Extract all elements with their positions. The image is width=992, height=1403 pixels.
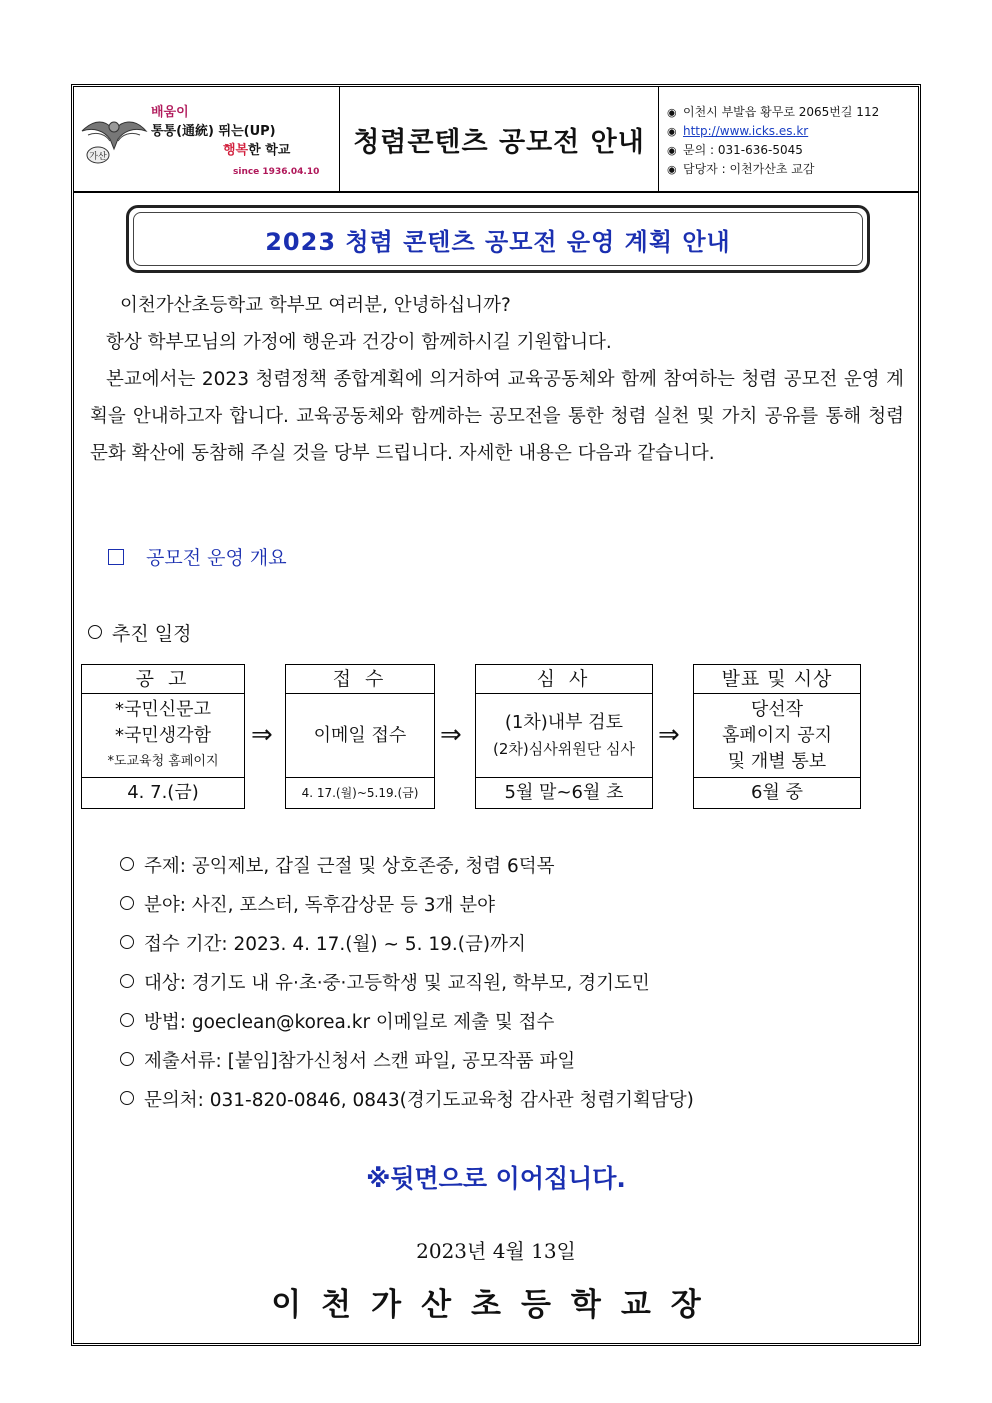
step-head: 심 사 [476, 665, 652, 694]
detail-text: 제출서류: [붙임]참가신청서 스캔 파일, 공모작품 파일 [144, 1051, 576, 1072]
banner-title: 2023 청렴 콘텐츠 공모전 운영 계획 안내 [265, 227, 731, 256]
circle-bullet-icon [120, 896, 134, 910]
school-emblem-icon [80, 109, 148, 165]
document-frame [71, 84, 921, 1346]
step-date: 6월 중 [751, 782, 803, 803]
info-contact-person [667, 160, 879, 179]
detail-item [120, 964, 694, 1003]
document-title: 청렴콘텐츠 공모전 안내 [353, 126, 645, 158]
step-date: 4. 17.(월)~5.19.(금) [301, 786, 419, 800]
step-head: 접 수 [286, 665, 434, 694]
detail-item [120, 1042, 694, 1081]
bullet-icon: ◉ [667, 163, 677, 176]
wish-paragraph: 항상 학부모님의 가정에 행운과 건강이 함께하시길 기원합니다. [106, 332, 612, 353]
letterhead [74, 87, 918, 193]
title-banner-inner [133, 212, 863, 266]
step-body [694, 694, 860, 778]
step-line: *국민신문고 [115, 698, 211, 720]
info-website [667, 122, 879, 141]
document-date: 2023년 4월 13일 [416, 1239, 576, 1263]
slogan-line-1: 배움이 [151, 105, 189, 120]
circle-bullet-icon [120, 1052, 134, 1066]
step-body [82, 694, 244, 778]
detail-item [120, 925, 694, 964]
flow-step-review [475, 664, 653, 809]
flow-step-receive [285, 664, 435, 809]
step-head: 공 고 [82, 665, 244, 694]
circle-bullet-icon [88, 625, 102, 639]
contact-person-text: 담당자 : 이천가산초 교감 [683, 162, 815, 176]
website-link[interactable]: http://www.icks.es.kr [683, 124, 809, 138]
detail-item [120, 1003, 694, 1042]
flow-step-announce [81, 664, 245, 809]
info-address [667, 103, 879, 122]
phone-text: 문의 : 031-636-5045 [683, 143, 803, 157]
slogan-since: since 1936.04.10 [233, 167, 320, 177]
contact-info-cell [659, 87, 918, 191]
circle-bullet-icon [120, 1091, 134, 1105]
step-head: 발표 및 시상 [694, 665, 860, 694]
bullet-icon: ◉ [667, 125, 677, 138]
detail-text: 대상: 경기도 내 유·초·중·고등학생 및 교직원, 학부모, 경기도민 [144, 973, 650, 994]
step-line: (2차)심사위원단 심사 [493, 739, 635, 758]
slogan-happy: 행복 [223, 143, 249, 158]
principal-signature: 이천가산초등학교장 [271, 1287, 721, 1323]
detail-item [120, 847, 694, 886]
detail-text: 접수 기간: 2023. 4. 17.(월) ~ 5. 19.(금)까지 [144, 934, 526, 955]
detail-text: 방법: goeclean@korea.kr 이메일로 제출 및 접수 [144, 1012, 555, 1033]
school-logo-area [74, 87, 340, 191]
bullet-icon: ◉ [667, 144, 677, 157]
step-date: 5월 말~6월 초 [504, 782, 624, 803]
step-date: 4. 7.(금) [127, 782, 199, 803]
svg-text:가산: 가산 [89, 152, 107, 162]
checkbox-square-icon [108, 549, 124, 565]
arrow-right-icon: ⇒ [440, 720, 462, 750]
schedule-heading [88, 619, 191, 646]
address-text: 이천시 부발읍 황무로 2065번길 112 [683, 105, 880, 119]
greeting-paragraph: 이천가산초등학교 학부모 여러분, 안녕하십니까? [120, 295, 511, 316]
continue-note: ※뒷면으로 이어집니다. [366, 1164, 626, 1193]
document-title-cell [340, 87, 659, 191]
details-list [120, 847, 694, 1120]
intro-paragraph: 본교에서는 2023 청렴정책 종합계획에 의거하여 교육공동체와 함께 참여하는 청렴 공모전 운영 계획을 안내하고자 합니다. 교육공동체와 함께하는 공모전을 통한 청렴 실천 및 가치 공유를 통해 청렴문화 확산에 동참해 주실 것을 당부 드립니다. 자세한 내용은 다음과 같습니다. [90, 369, 904, 464]
detail-item [120, 1081, 694, 1120]
detail-text: 분야: 사진, 포스터, 독후감상문 등 3개 분야 [144, 895, 495, 916]
slogan-school: 한 학교 [248, 143, 291, 158]
detail-text: 문의처: 031-820-0846, 0843(경기도교육청 감사관 청렴기획담당) [144, 1090, 694, 1111]
flow-step-announce-results [693, 664, 861, 809]
arrow-right-icon: ⇒ [251, 720, 273, 750]
step-body [476, 694, 652, 778]
contact-info-list [667, 103, 879, 179]
arrow-right-icon: ⇒ [658, 720, 680, 750]
detail-item [120, 886, 694, 925]
step-line: 및 개별 통보 [727, 750, 827, 772]
section-title: 공모전 운영 개요 [146, 547, 287, 569]
circle-bullet-icon [120, 935, 134, 949]
step-line: 이메일 접수 [313, 724, 407, 746]
detail-text: 주제: 공익제보, 갑질 근절 및 상호존중, 청렴 6덕목 [144, 856, 555, 877]
school-slogan [151, 103, 320, 177]
circle-bullet-icon [120, 974, 134, 988]
step-line: (1차)내부 검토 [504, 711, 624, 733]
schedule-heading-text: 추진 일정 [112, 623, 192, 645]
step-line: 홈페이지 공지 [721, 724, 833, 746]
circle-bullet-icon [120, 857, 134, 871]
slogan-line-2: 통통(通統) 뛰는(UP) [151, 124, 276, 139]
step-line: 당선작 [750, 698, 804, 720]
slogan-line-3 [151, 141, 290, 160]
bullet-icon: ◉ [667, 106, 677, 119]
step-body [286, 694, 434, 778]
info-phone [667, 141, 879, 160]
step-line-small: *도교육청 홈페이지 [107, 753, 219, 769]
circle-bullet-icon [120, 1013, 134, 1027]
step-line: *국민생각함 [115, 724, 211, 746]
section-heading [108, 543, 287, 570]
title-banner [126, 205, 870, 273]
